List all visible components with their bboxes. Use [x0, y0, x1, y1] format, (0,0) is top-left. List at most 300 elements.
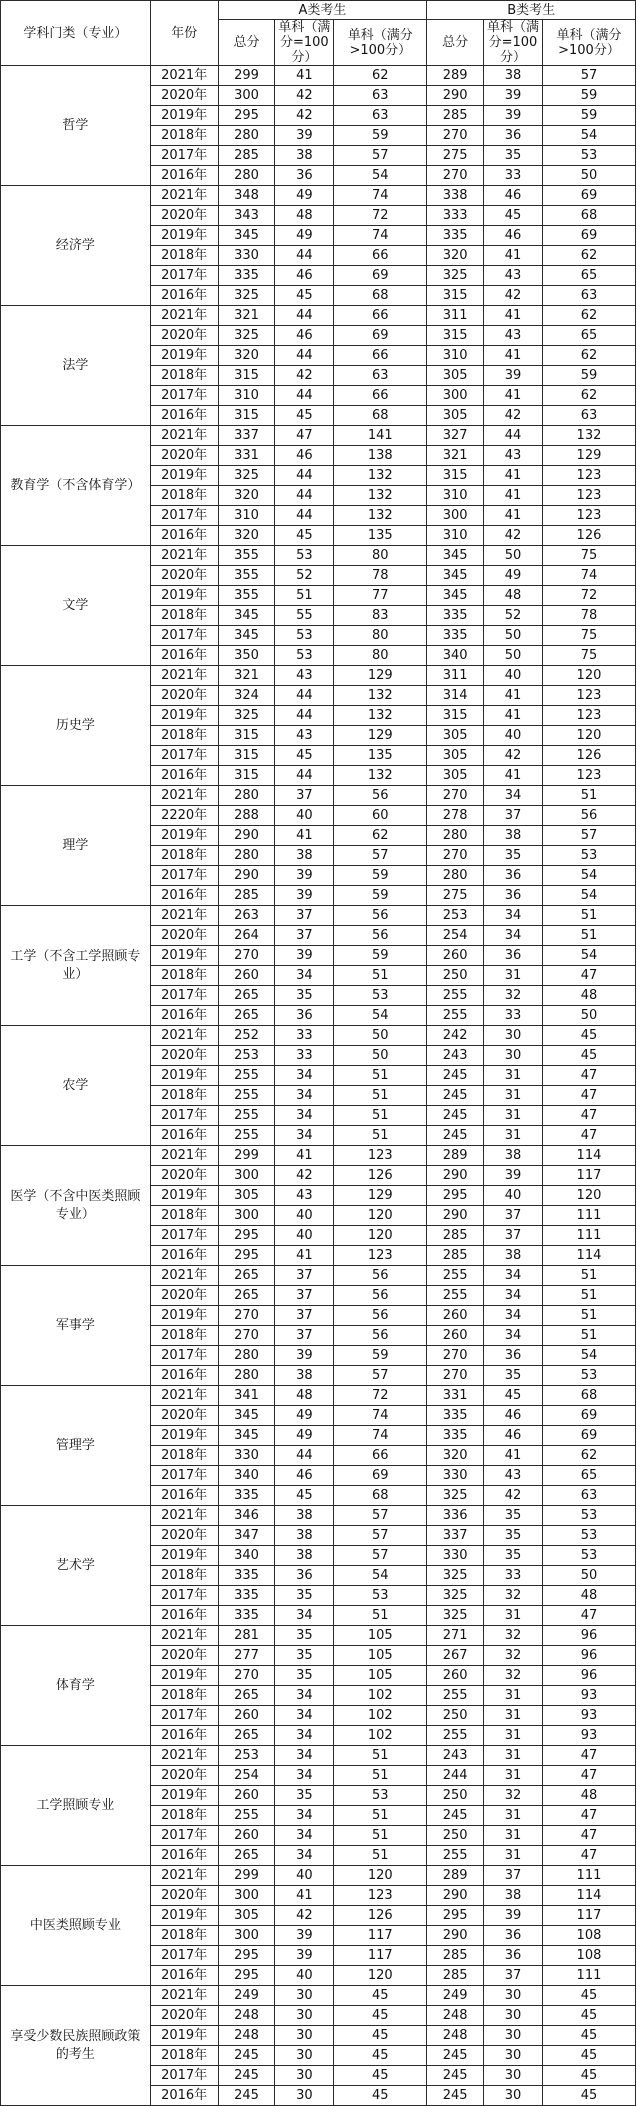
- b-total-cell: 289: [427, 1866, 484, 1886]
- b-single-le100-cell: 36: [483, 1946, 542, 1966]
- a-single-gt100-cell: 129: [334, 1186, 427, 1206]
- a-single-le100-cell: 39: [275, 946, 334, 966]
- b-single-le100-cell: 37: [483, 806, 542, 826]
- b-single-le100-cell: 31: [483, 1806, 542, 1826]
- a-single-gt100-cell: 45: [334, 2066, 427, 2086]
- b-total-cell: 248: [427, 2006, 484, 2026]
- a-single-le100-cell: 40: [275, 1966, 334, 1986]
- a-single-gt100-cell: 141: [334, 426, 427, 446]
- a-single-gt100-cell: 54: [334, 1566, 427, 1586]
- year-cell: 2019年: [150, 346, 218, 366]
- a-single-le100-cell: 34: [275, 1826, 334, 1846]
- b-single-gt100-cell: 111: [542, 1206, 635, 1226]
- a-total-cell: 325: [218, 286, 275, 306]
- b-single-gt100-cell: 75: [542, 646, 635, 666]
- b-total-cell: 300: [427, 386, 484, 406]
- a-total-cell: 300: [218, 1206, 275, 1226]
- b-single-gt100-cell: 123: [542, 506, 635, 526]
- b-total-cell: 245: [427, 1066, 484, 1086]
- year-cell: 2020年: [150, 1526, 218, 1546]
- b-total-cell: 248: [427, 2026, 484, 2046]
- year-cell: 2020年: [150, 1166, 218, 1186]
- a-total-cell: 255: [218, 1106, 275, 1126]
- b-single-gt100-cell: 53: [542, 846, 635, 866]
- header-group-a: A类考生: [218, 1, 427, 20]
- a-single-le100-cell: 45: [275, 746, 334, 766]
- b-total-cell: 278: [427, 806, 484, 826]
- year-cell: 2020年: [150, 86, 218, 106]
- b-single-le100-cell: 36: [483, 886, 542, 906]
- a-total-cell: 253: [218, 1046, 275, 1066]
- a-single-le100-cell: 43: [275, 1186, 334, 1206]
- a-single-gt100-cell: 45: [334, 2006, 427, 2026]
- b-single-gt100-cell: 48: [542, 986, 635, 1006]
- b-total-cell: 314: [427, 686, 484, 706]
- year-cell: 2019年: [150, 1306, 218, 1326]
- a-total-cell: 315: [218, 746, 275, 766]
- b-single-le100-cell: 31: [483, 1726, 542, 1746]
- b-single-le100-cell: 42: [483, 526, 542, 546]
- b-single-gt100-cell: 96: [542, 1666, 635, 1686]
- a-total-cell: 265: [218, 1286, 275, 1306]
- table-row: [1, 1626, 636, 1646]
- a-single-le100-cell: 44: [275, 706, 334, 726]
- b-total-cell: 245: [427, 2046, 484, 2066]
- b-single-le100-cell: 37: [483, 1206, 542, 1226]
- b-total-cell: 295: [427, 1186, 484, 1206]
- b-single-gt100-cell: 120: [542, 1186, 635, 1206]
- b-single-gt100-cell: 51: [542, 906, 635, 926]
- year-cell: 2016年: [150, 1966, 218, 1986]
- year-cell: 2021年: [150, 1626, 218, 1646]
- year-cell: 2018年: [150, 366, 218, 386]
- b-total-cell: 310: [427, 346, 484, 366]
- b-total-cell: 255: [427, 1686, 484, 1706]
- a-single-gt100-cell: 74: [334, 186, 427, 206]
- header-a-single-le100: 单科（满分=100分）: [275, 20, 334, 66]
- b-single-le100-cell: 39: [483, 366, 542, 386]
- a-single-le100-cell: 35: [275, 1786, 334, 1806]
- a-single-le100-cell: 43: [275, 726, 334, 746]
- a-single-le100-cell: 33: [275, 1046, 334, 1066]
- year-cell: 2021年: [150, 666, 218, 686]
- table-row: [1, 1386, 636, 1406]
- a-single-le100-cell: 46: [275, 446, 334, 466]
- b-total-cell: 254: [427, 926, 484, 946]
- a-single-gt100-cell: 66: [334, 306, 427, 326]
- b-single-le100-cell: 50: [483, 646, 542, 666]
- a-single-gt100-cell: 45: [334, 2026, 427, 2046]
- a-single-le100-cell: 34: [275, 1846, 334, 1866]
- a-total-cell: 299: [218, 66, 275, 86]
- b-total-cell: 285: [427, 1966, 484, 1986]
- a-single-gt100-cell: 63: [334, 366, 427, 386]
- b-single-le100-cell: 30: [483, 2006, 542, 2026]
- a-total-cell: 280: [218, 1366, 275, 1386]
- a-single-le100-cell: 53: [275, 546, 334, 566]
- a-single-le100-cell: 49: [275, 1426, 334, 1446]
- b-total-cell: 289: [427, 1146, 484, 1166]
- a-single-le100-cell: 34: [275, 1606, 334, 1626]
- b-single-le100-cell: 35: [483, 1546, 542, 1566]
- a-single-gt100-cell: 62: [334, 826, 427, 846]
- year-cell: 2017年: [150, 146, 218, 166]
- b-single-le100-cell: 35: [483, 1526, 542, 1546]
- a-total-cell: 300: [218, 1926, 275, 1946]
- b-single-le100-cell: 41: [483, 1446, 542, 1466]
- a-total-cell: 350: [218, 646, 275, 666]
- b-total-cell: 290: [427, 1886, 484, 1906]
- b-single-gt100-cell: 123: [542, 766, 635, 786]
- a-single-gt100-cell: 51: [334, 966, 427, 986]
- b-single-le100-cell: 31: [483, 1606, 542, 1626]
- b-single-gt100-cell: 62: [542, 246, 635, 266]
- b-single-gt100-cell: 47: [542, 1606, 635, 1626]
- b-single-le100-cell: 30: [483, 2046, 542, 2066]
- a-total-cell: 320: [218, 346, 275, 366]
- a-single-le100-cell: 44: [275, 486, 334, 506]
- a-single-le100-cell: 45: [275, 526, 334, 546]
- a-single-gt100-cell: 59: [334, 946, 427, 966]
- b-single-gt100-cell: 47: [542, 1066, 635, 1086]
- a-single-le100-cell: 34: [275, 1686, 334, 1706]
- b-total-cell: 320: [427, 246, 484, 266]
- a-total-cell: 280: [218, 166, 275, 186]
- a-total-cell: 315: [218, 406, 275, 426]
- a-single-gt100-cell: 74: [334, 1426, 427, 1446]
- b-single-gt100-cell: 47: [542, 1766, 635, 1786]
- a-single-gt100-cell: 63: [334, 106, 427, 126]
- table-row: [1, 1266, 636, 1286]
- a-single-gt100-cell: 117: [334, 1946, 427, 1966]
- year-cell: 2019年: [150, 106, 218, 126]
- a-single-le100-cell: 47: [275, 426, 334, 446]
- b-total-cell: 270: [427, 1366, 484, 1386]
- a-single-le100-cell: 44: [275, 386, 334, 406]
- b-single-le100-cell: 41: [483, 766, 542, 786]
- subject-cell: 医学（不含中医类照顾专业）: [1, 1146, 151, 1266]
- year-cell: 2020年: [150, 1046, 218, 1066]
- a-single-le100-cell: 55: [275, 606, 334, 626]
- a-total-cell: 288: [218, 806, 275, 826]
- a-single-gt100-cell: 129: [334, 726, 427, 746]
- a-total-cell: 295: [218, 1246, 275, 1266]
- b-single-le100-cell: 41: [483, 386, 542, 406]
- b-single-gt100-cell: 56: [542, 806, 635, 826]
- year-cell: 2017年: [150, 1946, 218, 1966]
- a-single-le100-cell: 38: [275, 1546, 334, 1566]
- a-total-cell: 285: [218, 886, 275, 906]
- a-single-gt100-cell: 59: [334, 1346, 427, 1366]
- year-cell: 2017年: [150, 1466, 218, 1486]
- b-single-gt100-cell: 65: [542, 326, 635, 346]
- b-single-le100-cell: 44: [483, 426, 542, 446]
- a-single-le100-cell: 34: [275, 1706, 334, 1726]
- a-total-cell: 265: [218, 1846, 275, 1866]
- b-single-le100-cell: 41: [483, 686, 542, 706]
- b-single-le100-cell: 48: [483, 586, 542, 606]
- table-row: [1, 426, 636, 446]
- a-total-cell: 310: [218, 386, 275, 406]
- year-cell: 2017年: [150, 746, 218, 766]
- b-single-le100-cell: 31: [483, 1066, 542, 1086]
- a-single-gt100-cell: 69: [334, 1466, 427, 1486]
- year-cell: 2017年: [150, 1226, 218, 1246]
- a-single-le100-cell: 34: [275, 966, 334, 986]
- b-single-le100-cell: 41: [483, 506, 542, 526]
- year-cell: 2020年: [150, 1406, 218, 1426]
- b-single-le100-cell: 41: [483, 306, 542, 326]
- b-total-cell: 271: [427, 1626, 484, 1646]
- year-cell: 2019年: [150, 1666, 218, 1686]
- b-single-gt100-cell: 47: [542, 1086, 635, 1106]
- b-single-gt100-cell: 59: [542, 366, 635, 386]
- a-single-le100-cell: 49: [275, 186, 334, 206]
- year-cell: 2020年: [150, 1886, 218, 1906]
- b-single-le100-cell: 41: [483, 466, 542, 486]
- b-single-gt100-cell: 47: [542, 1806, 635, 1826]
- a-total-cell: 263: [218, 906, 275, 926]
- a-single-le100-cell: 37: [275, 1306, 334, 1326]
- b-single-gt100-cell: 57: [542, 826, 635, 846]
- b-single-le100-cell: 36: [483, 1926, 542, 1946]
- a-single-le100-cell: 30: [275, 2086, 334, 2106]
- a-total-cell: 330: [218, 246, 275, 266]
- a-single-le100-cell: 38: [275, 1366, 334, 1386]
- a-total-cell: 345: [218, 226, 275, 246]
- b-single-gt100-cell: 54: [542, 946, 635, 966]
- b-total-cell: 267: [427, 1646, 484, 1666]
- a-single-le100-cell: 39: [275, 1926, 334, 1946]
- header-group-b: B类考生: [427, 1, 636, 20]
- b-total-cell: 320: [427, 1446, 484, 1466]
- a-single-le100-cell: 42: [275, 1906, 334, 1926]
- a-single-gt100-cell: 66: [334, 386, 427, 406]
- a-single-le100-cell: 37: [275, 926, 334, 946]
- a-total-cell: 310: [218, 506, 275, 526]
- b-total-cell: 305: [427, 746, 484, 766]
- b-single-le100-cell: 43: [483, 326, 542, 346]
- a-single-gt100-cell: 56: [334, 786, 427, 806]
- a-single-gt100-cell: 56: [334, 1266, 427, 1286]
- a-single-le100-cell: 42: [275, 86, 334, 106]
- year-cell: 2016年: [150, 1126, 218, 1146]
- subject-cell: 艺术学: [1, 1506, 151, 1626]
- b-single-gt100-cell: 123: [542, 466, 635, 486]
- a-single-le100-cell: 45: [275, 406, 334, 426]
- a-total-cell: 345: [218, 1426, 275, 1446]
- b-single-gt100-cell: 62: [542, 1446, 635, 1466]
- b-single-le100-cell: 31: [483, 966, 542, 986]
- a-single-le100-cell: 38: [275, 1506, 334, 1526]
- b-single-gt100-cell: 51: [542, 1266, 635, 1286]
- a-single-le100-cell: 35: [275, 1646, 334, 1666]
- b-total-cell: 250: [427, 1826, 484, 1846]
- b-total-cell: 255: [427, 1266, 484, 1286]
- year-cell: 2021年: [150, 1746, 218, 1766]
- a-single-gt100-cell: 59: [334, 886, 427, 906]
- a-total-cell: 260: [218, 1826, 275, 1846]
- year-cell: 2019年: [150, 226, 218, 246]
- b-total-cell: 290: [427, 86, 484, 106]
- b-single-le100-cell: 45: [483, 206, 542, 226]
- a-single-gt100-cell: 132: [334, 686, 427, 706]
- b-single-gt100-cell: 45: [542, 2066, 635, 2086]
- year-cell: 2021年: [150, 186, 218, 206]
- year-cell: 2020年: [150, 1646, 218, 1666]
- a-single-gt100-cell: 50: [334, 1046, 427, 1066]
- a-single-le100-cell: 40: [275, 806, 334, 826]
- b-single-le100-cell: 46: [483, 226, 542, 246]
- b-total-cell: 337: [427, 1526, 484, 1546]
- b-single-le100-cell: 41: [483, 486, 542, 506]
- b-single-le100-cell: 34: [483, 1286, 542, 1306]
- b-single-le100-cell: 34: [483, 1306, 542, 1326]
- a-single-gt100-cell: 51: [334, 1746, 427, 1766]
- b-total-cell: 245: [427, 2086, 484, 2106]
- b-total-cell: 245: [427, 2066, 484, 2086]
- a-total-cell: 265: [218, 1006, 275, 1026]
- year-cell: 2018年: [150, 2046, 218, 2066]
- a-single-le100-cell: 36: [275, 1006, 334, 1026]
- b-single-le100-cell: 31: [483, 1746, 542, 1766]
- b-single-le100-cell: 39: [483, 1906, 542, 1926]
- a-total-cell: 265: [218, 1686, 275, 1706]
- a-single-gt100-cell: 69: [334, 266, 427, 286]
- year-cell: 2019年: [150, 706, 218, 726]
- b-total-cell: 311: [427, 666, 484, 686]
- a-total-cell: 260: [218, 1706, 275, 1726]
- year-cell: 2018年: [150, 606, 218, 626]
- a-single-le100-cell: 38: [275, 846, 334, 866]
- a-single-le100-cell: 46: [275, 1466, 334, 1486]
- b-single-gt100-cell: 69: [542, 1426, 635, 1446]
- b-single-le100-cell: 32: [483, 986, 542, 1006]
- b-total-cell: 330: [427, 1546, 484, 1566]
- a-single-gt100-cell: 51: [334, 1126, 427, 1146]
- b-total-cell: 290: [427, 1206, 484, 1226]
- a-total-cell: 346: [218, 1506, 275, 1526]
- b-single-le100-cell: 33: [483, 166, 542, 186]
- header-subject: 学科门类（专业）: [1, 1, 151, 66]
- year-cell: 2020年: [150, 2006, 218, 2026]
- b-single-le100-cell: 37: [483, 1966, 542, 1986]
- a-total-cell: 355: [218, 586, 275, 606]
- a-single-le100-cell: 39: [275, 886, 334, 906]
- a-total-cell: 260: [218, 966, 275, 986]
- b-total-cell: 315: [427, 326, 484, 346]
- year-cell: 2017年: [150, 1586, 218, 1606]
- b-total-cell: 242: [427, 1026, 484, 1046]
- a-single-gt100-cell: 102: [334, 1706, 427, 1726]
- a-single-gt100-cell: 68: [334, 1486, 427, 1506]
- year-cell: 2021年: [150, 786, 218, 806]
- a-single-gt100-cell: 105: [334, 1626, 427, 1646]
- b-total-cell: 290: [427, 1166, 484, 1186]
- b-single-gt100-cell: 69: [542, 186, 635, 206]
- b-single-gt100-cell: 111: [542, 1966, 635, 1986]
- a-single-gt100-cell: 135: [334, 526, 427, 546]
- subject-cell: 工学照顾专业: [1, 1746, 151, 1866]
- year-cell: 2021年: [150, 66, 218, 86]
- a-single-gt100-cell: 80: [334, 646, 427, 666]
- b-single-gt100-cell: 45: [542, 1026, 635, 1046]
- a-total-cell: 295: [218, 1226, 275, 1246]
- year-cell: 2019年: [150, 1786, 218, 1806]
- b-single-le100-cell: 46: [483, 186, 542, 206]
- a-total-cell: 255: [218, 1066, 275, 1086]
- year-cell: 2021年: [150, 306, 218, 326]
- a-single-gt100-cell: 123: [334, 1246, 427, 1266]
- b-single-gt100-cell: 126: [542, 526, 635, 546]
- a-single-le100-cell: 33: [275, 1026, 334, 1046]
- a-single-le100-cell: 42: [275, 1166, 334, 1186]
- year-cell: 2021年: [150, 1506, 218, 1526]
- a-single-gt100-cell: 60: [334, 806, 427, 826]
- b-single-le100-cell: 31: [483, 1106, 542, 1126]
- a-single-le100-cell: 44: [275, 466, 334, 486]
- b-total-cell: 245: [427, 1086, 484, 1106]
- a-total-cell: 290: [218, 826, 275, 846]
- a-single-gt100-cell: 132: [334, 506, 427, 526]
- table-header: [1, 1, 636, 66]
- subject-cell: 享受少数民族照顾政策的考生: [1, 1986, 151, 2106]
- b-total-cell: 280: [427, 826, 484, 846]
- b-single-le100-cell: 30: [483, 2026, 542, 2046]
- year-cell: 2017年: [150, 866, 218, 886]
- b-total-cell: 325: [427, 1586, 484, 1606]
- a-single-gt100-cell: 120: [334, 1226, 427, 1246]
- a-single-le100-cell: 44: [275, 766, 334, 786]
- a-total-cell: 299: [218, 1146, 275, 1166]
- b-single-gt100-cell: 51: [542, 1306, 635, 1326]
- a-single-le100-cell: 51: [275, 586, 334, 606]
- a-single-le100-cell: 30: [275, 2046, 334, 2066]
- a-single-le100-cell: 34: [275, 1806, 334, 1826]
- year-cell: 2018年: [150, 246, 218, 266]
- b-single-le100-cell: 38: [483, 1246, 542, 1266]
- a-single-gt100-cell: 53: [334, 986, 427, 1006]
- a-total-cell: 325: [218, 706, 275, 726]
- a-single-le100-cell: 35: [275, 1586, 334, 1606]
- year-cell: 2020年: [150, 446, 218, 466]
- b-total-cell: 327: [427, 426, 484, 446]
- a-single-le100-cell: 53: [275, 626, 334, 646]
- a-single-le100-cell: 45: [275, 1486, 334, 1506]
- b-single-gt100-cell: 96: [542, 1646, 635, 1666]
- b-single-gt100-cell: 63: [542, 406, 635, 426]
- b-total-cell: 255: [427, 1846, 484, 1866]
- b-total-cell: 310: [427, 486, 484, 506]
- a-total-cell: 265: [218, 1266, 275, 1286]
- a-single-gt100-cell: 80: [334, 546, 427, 566]
- a-single-gt100-cell: 51: [334, 1766, 427, 1786]
- a-total-cell: 337: [218, 426, 275, 446]
- a-single-gt100-cell: 138: [334, 446, 427, 466]
- year-cell: 2016年: [150, 166, 218, 186]
- b-single-gt100-cell: 129: [542, 446, 635, 466]
- b-single-gt100-cell: 53: [542, 1526, 635, 1546]
- a-single-gt100-cell: 72: [334, 206, 427, 226]
- a-single-gt100-cell: 56: [334, 1286, 427, 1306]
- b-total-cell: 305: [427, 766, 484, 786]
- b-single-gt100-cell: 51: [542, 786, 635, 806]
- a-total-cell: 325: [218, 326, 275, 346]
- year-cell: 2020年: [150, 1766, 218, 1786]
- b-single-gt100-cell: 93: [542, 1726, 635, 1746]
- b-single-le100-cell: 34: [483, 1266, 542, 1286]
- a-total-cell: 270: [218, 1666, 275, 1686]
